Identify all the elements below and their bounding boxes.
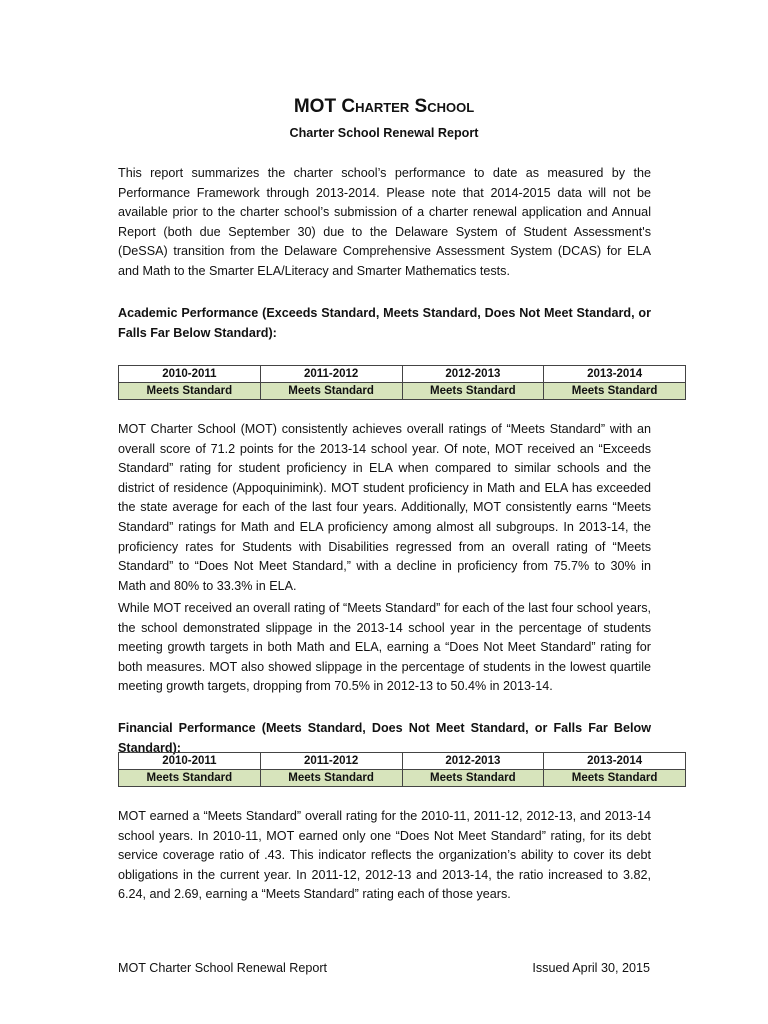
year-cell: 2011-2012 <box>260 366 402 383</box>
year-cell: 2012-2013 <box>402 366 544 383</box>
rating-cell: Meets Standard <box>260 383 402 400</box>
rating-cell: Meets Standard <box>544 383 686 400</box>
academic-heading: Academic Performance (Exceeds Standard, Meets Standard, Does Not Meet Standard, or Falls Far Below Standard): <box>118 306 651 340</box>
academic-paragraph-1: MOT Charter School (MOT) consistently achieves overall ratings of “Meets Standard” with an overall score of 71.2 points for the 2013-14 school year. Of note, MOT received an “Exceeds Standard” rating for student proficiency in ELA when compared to similar schools and the district of residence (Appoquinimink). MOT student proficiency in Math and ELA has exceeded the state average for each of the last four years. Additionally, MOT consistently earns “Meets Standard” ratings for Math and ELA proficiency among almost all subgroups. In 2013-14, the proficiency rates for Students with Disabilities regressed from an overall rating of “Meets Standard” to “Does Not Meet Standard,” with a decline in proficiency from 75.7% to 30% in Math and 80% to 33.3% in ELA. <box>118 422 651 593</box>
year-cell: 2011-2012 <box>260 753 402 770</box>
financial-paragraph: MOT earned a “Meets Standard” overall rating for the 2010-11, 2011-12, 2012-13, and 2013-14 school years. In 2010-11, MOT earned only one “Does Not Meet Standard” rating, for its debt service coverage ratio of .43. This indicator reflects the organization’s ability to cover its debt obligations in the current year. In 2011-12, 2012-13 and 2013-14, the ratio increased to 3.82, 6.24, and 2.69, earning a “Meets Standard” rating each of those years. <box>118 809 651 902</box>
footer-left: MOT Charter School Renewal Report <box>118 961 328 975</box>
rating-cell: Meets Standard <box>119 383 261 400</box>
rating-cell: Meets Standard <box>544 770 686 787</box>
footer-right: Issued April 30, 2015 <box>532 961 650 975</box>
year-cell: 2010-2011 <box>119 753 261 770</box>
intro-paragraph: This report summarizes the charter school’s performance to date as measured by the Performance Framework through 2013-2014. Please note that 2014-2015 data will not be available prior to the charter school’s submission of a charter renewal application and Annual Report (both due September 30) due to the Delaware System of Student Assessment's (DeSSA) transition from the Delaware Comprehensive Assessment System (DCAS) for ELA and Math to the Smarter ELA/Literacy and Smarter Mathematics tests. <box>118 166 651 278</box>
rating-cell: Meets Standard <box>402 770 544 787</box>
academic-ratings-table <box>118 365 686 400</box>
financial-ratings-table <box>118 752 686 787</box>
year-cell: 2012-2013 <box>402 753 544 770</box>
rating-cell: Meets Standard <box>260 770 402 787</box>
year-cell: 2010-2011 <box>119 366 261 383</box>
financial-heading: Financial Performance (Meets Standard, Does Not Meet Standard, or Falls Far Below Standard): <box>118 721 651 755</box>
rating-cell: Meets Standard <box>402 383 544 400</box>
page-title: MOT Charter School <box>293 96 475 117</box>
rating-cell: Meets Standard <box>119 770 261 787</box>
year-cell: 2013-2014 <box>544 753 686 770</box>
page-subtitle: Charter School Renewal Report <box>289 126 479 140</box>
academic-paragraph-2: While MOT received an overall rating of “Meets Standard” for each of the last four school years, the school demonstrated slippage in the 2013-14 school year in the percentage of students meeting growth targets in both Math and ELA, earning a “Does Not Meet Standard” rating for both measures. MOT also showed slippage in the percentage of students in the lowest quartile meeting growth targets, dropping from 70.5% in 2012-13 to 50.4% in 2013-14. <box>118 601 651 694</box>
year-cell: 2013-2014 <box>544 366 686 383</box>
